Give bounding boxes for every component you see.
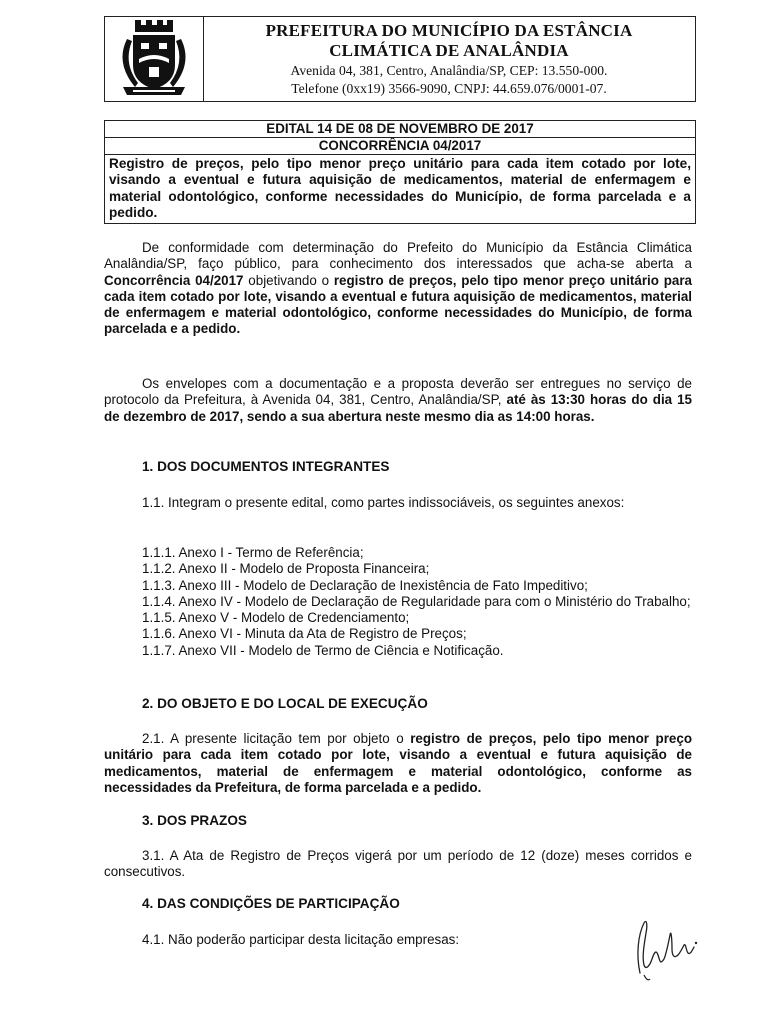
intro-p1-text-a: De conformidade com determinação do Prefeito do Município da Estância Climática Analândia/SP, faço público, para conhecimento dos interessados que acha-se aberta a [104,240,692,272]
intro-p1-object: registro de preços, pelo tipo menor preço unitário para cada item cotado por lote, visando a eventual e futura aquisição de medicamentos, material de enfermagem e material odontológico, conforme necessidades do Município, de forma parcelada e a pedido. [104,272,693,337]
edital-title: EDITAL 14 DE 08 DE NOVEMBRO DE 2017 [105,121,695,138]
annex-item: 1.1.4. Anexo IV - Modelo de Declaração de Regularidade para com o Ministério do Trabalho; [142,593,691,609]
annex-item: 1.1.6. Anexo VI - Minuta da Ata de Registro de Preços; [142,626,467,642]
intro-p2-text: Os envelopes com a documentação e a proposta deverão ser entregues no serviço de protocolo da Prefeitura, à Avenida 04, 381, Centro, Analândia/SP, [104,376,692,408]
edital-summary: Registro de preços, pelo tipo menor preço unitário para cada item cotado por lote, visando a eventual e futura aquisição de medicamentos, material de enfermagem e material odontológico, conforme necessidades do Município, de forma parcelada e a pedido. [109,156,691,220]
org-phone-cnpj: Telefone (0xx19) 3566-9090, CNPJ: 44.659.076/0001-07. [291,81,607,96]
section-1-paragraph [104,495,692,511]
annex-item: 1.1.2. Anexo II - Modelo de Proposta Financeira; [142,561,430,577]
letterhead [104,16,696,102]
edital-concorrencia: CONCORRÊNCIA 04/2017 [105,138,695,155]
letterhead-text [203,21,695,97]
intro-paragraph-2 [104,376,692,425]
org-name-line1: PREFEITURA DO MUNICÍPIO DA ESTÂNCIA [265,21,633,40]
municipal-coat-of-arms [105,17,204,101]
annex-item: 1.1.7. Anexo VII - Modelo de Termo de Ciência e Notificação. [142,642,504,658]
intro-p1-text-c: objetivando o [243,272,334,288]
section-4-1-text: 4.1. Não poderão participar desta licitação empresas: [142,932,460,947]
org-address: Avenida 04, 381, Centro, Analândia/SP, CEP: 13.550-000. [290,63,608,78]
section-3-heading: 3. DOS PRAZOS [142,813,247,828]
section-4-heading: 4. DAS CONDIÇÕES DE PARTICIPAÇÃO [142,896,400,911]
edital-title-box [104,120,696,224]
intro-paragraph-1 [104,240,692,338]
section-2-1-text: 2.1. A presente licitação tem por objeto o [142,731,411,746]
intro-p1-concorrencia: Concorrência 04/2017 [104,272,244,288]
section-2-1-object: registro de preços, pelo tipo menor preço unitário para cada item cotado por lote, visando a eventual e futura aquisição de medicamentos, material de enfermagem e material odontológico, conforme as necessidades da Prefeitura, de forma parcelada e a pedido. [104,731,693,795]
section-2-paragraph [104,731,692,796]
annex-item: 1.1.3. Anexo III - Modelo de Declaração de Inexistência de Fato Impeditivo; [142,577,588,593]
handwritten-initials [630,915,710,988]
annex-item: 1.1.5. Anexo V - Modelo de Credenciamento; [142,610,410,626]
section-2-heading: 2. DO OBJETO E DO LOCAL DE EXECUÇÃO [142,696,428,711]
section-3-1-text: 3.1. A Ata de Registro de Preços vigerá por um período de 12 (doze) meses corridos e consecutivos. [104,848,692,880]
section-1-heading: 1. DOS DOCUMENTOS INTEGRANTES [142,459,390,474]
section-3-paragraph [104,848,692,881]
annex-item: 1.1.1. Anexo I - Termo de Referência; [142,545,364,560]
annex-list [104,545,692,659]
section-4-paragraph [104,932,692,948]
org-name-line2: CLIMÁTICA DE ANALÂNDIA [329,41,569,60]
intro-p2-deadline: até às 13:30 horas do dia 15 de dezembro de 2017, sendo a sua abertura neste mesmo dia as 14:00 horas. [104,392,692,424]
section-1-1-text: 1.1. Integram o presente edital, como partes indissociáveis, os seguintes anexos: [142,495,625,510]
